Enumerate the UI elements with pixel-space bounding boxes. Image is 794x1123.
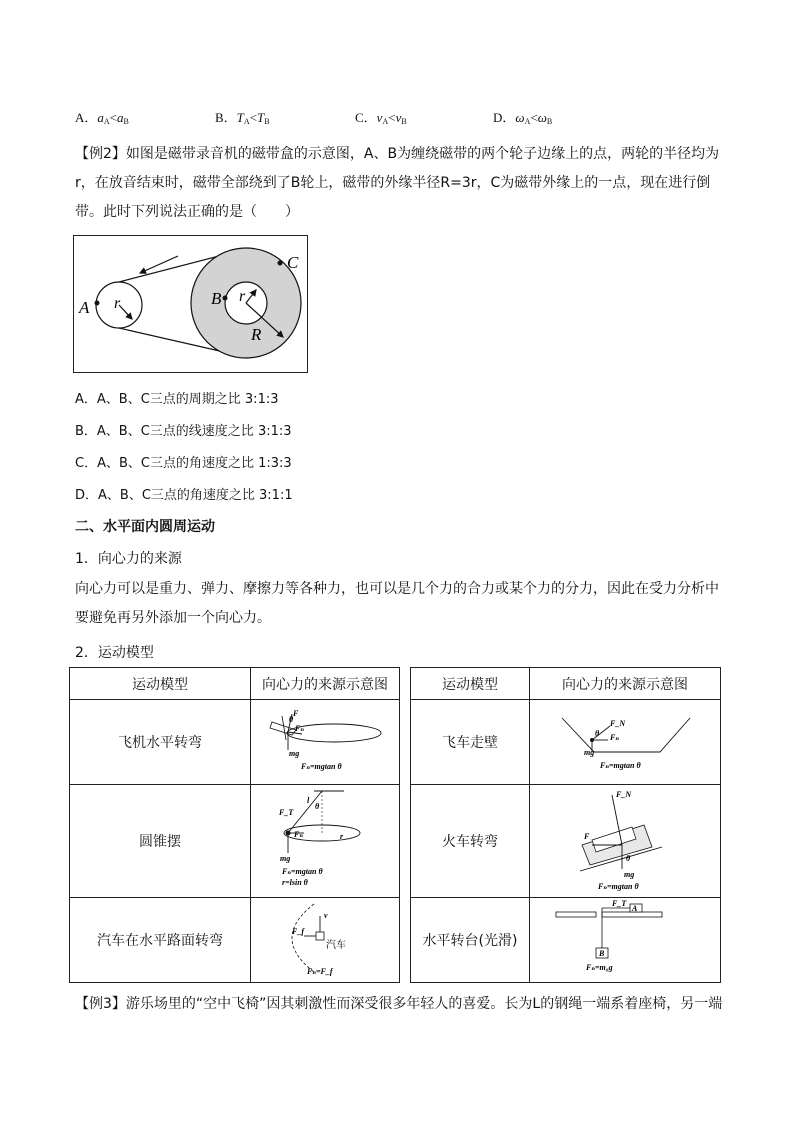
svg-text:mg: mg — [584, 748, 595, 757]
svg-text:mg: mg — [280, 854, 291, 863]
example2-line3: 带。此时下列说法正确的是（ ） — [75, 204, 299, 220]
previous-options — [75, 107, 715, 126]
model-cell: 圆锥摆 — [70, 785, 251, 898]
section-heading: 二、水平面内圆周运动 — [75, 519, 215, 535]
para-line2: 要避免再另外添加一个向心力。 — [75, 610, 271, 626]
diagram-turntable — [530, 898, 721, 983]
svg-text:F_N: F_N — [610, 719, 626, 728]
para-line1: 向心力可以是重力、弹力、摩擦力等各种力，也可以是几个力的合力或某个力的分力，因此在受力分析中 — [75, 581, 719, 597]
svg-text:A: A — [632, 904, 638, 913]
table-header: 向心力的来源示意图 — [251, 668, 400, 700]
svg-text:θ: θ — [595, 729, 600, 738]
choice-b: B．A、B、C三点的线速度之比 3:1:3 — [75, 424, 292, 439]
svg-text:Fₙ: Fₙ — [295, 724, 304, 733]
svg-text:F: F — [584, 832, 590, 841]
svg-text:F: F — [293, 709, 299, 718]
model-cell: 水平转台(光滑) — [411, 898, 530, 983]
label-big-r: R — [251, 325, 262, 344]
model-cell: 飞车走壁 — [411, 700, 530, 785]
example2-line1: 【例2】如图是磁带录音机的磁带盒的示意图，A、B为缠绕磁带的两个轮子边缘上的点，两轮的半径均为 — [75, 146, 720, 162]
label-r-left: r — [114, 295, 121, 312]
formula: Fₙ=m₀g — [586, 963, 613, 972]
diagram-train-turn — [530, 785, 721, 898]
example2-text — [75, 140, 725, 227]
option-a: A．aA<aB — [75, 110, 129, 126]
svg-text:mg: mg — [289, 749, 300, 758]
svg-text:B: B — [599, 949, 605, 958]
example3-line1: 【例3】游乐场里的“空中飞椅”因其刺激性而深受很多年轻人的喜爱。长为L的钢绳一端系着座椅，另一端 — [75, 996, 723, 1012]
formula: Fₙ=F_f — [307, 967, 333, 976]
label-r-right: r — [239, 288, 246, 305]
svg-text:θ: θ — [289, 715, 294, 724]
section2-paragraph — [75, 575, 725, 633]
formula: Fₙ=mgtan θ — [598, 882, 639, 891]
diagram-car-turn — [251, 898, 400, 983]
svg-text:θ: θ — [315, 802, 320, 811]
option-c: C．vA<vB — [355, 110, 407, 126]
example2-line2: r，在放音结束时，磁带全部绕到了B轮上，磁带的外缘半径R=3r，C为磁带外缘上的一点，现在进行倒 — [75, 175, 711, 191]
model-cell: 火车转弯 — [411, 785, 530, 898]
svg-text:F_N: F_N — [616, 790, 632, 799]
item2-title: 2．运动模型 — [75, 645, 154, 661]
table-row — [70, 700, 721, 785]
diagram-wall-riding — [530, 700, 721, 785]
table-header: 运动模型 — [70, 668, 251, 700]
choice-c: C．A、B、C三点的角速度之比 1:3:3 — [75, 456, 292, 471]
formula: Fₙ=mgtan θ — [600, 761, 641, 770]
formula: Fₙ=mgtan θ — [301, 762, 342, 771]
svg-text:F_T: F_T — [612, 899, 627, 908]
table-header: 向心力的来源示意图 — [530, 668, 721, 700]
tape-diagram — [74, 236, 306, 371]
motion-model-table — [69, 667, 721, 983]
svg-text:r: r — [340, 832, 344, 841]
label-c: C — [287, 253, 299, 272]
svg-text:Fₙ: Fₙ — [610, 733, 619, 742]
label-b: B — [211, 289, 222, 308]
table-row — [70, 898, 721, 983]
model-cell: 汽车在水平路面转弯 — [70, 898, 251, 983]
svg-text:汽车: 汽车 — [326, 940, 346, 951]
table-header-row — [70, 668, 721, 700]
svg-text:θ: θ — [626, 854, 631, 863]
svg-text:v: v — [324, 911, 328, 920]
svg-text:mg: mg — [624, 870, 635, 879]
svg-text:l: l — [307, 796, 310, 805]
diagram-conical-pendulum — [251, 785, 400, 898]
choice-d: D．A、B、C三点的角速度之比 3:1:1 — [75, 488, 293, 503]
diagram-airplane-turn — [251, 700, 400, 785]
table-row — [70, 785, 721, 898]
formula: Fₙ=mgtan θ — [282, 867, 323, 876]
tape-cassette-figure — [73, 235, 308, 373]
option-b: B．TA<TB — [215, 110, 270, 126]
svg-text:Fₙ: Fₙ — [294, 830, 303, 839]
svg-text:F_f: F_f — [292, 927, 304, 936]
option-d: D．ωA<ωB — [493, 110, 553, 126]
svg-text:F_T: F_T — [279, 808, 294, 817]
label-a: A — [79, 298, 90, 317]
choice-a: A．A、B、C三点的周期之比 3:1:3 — [75, 392, 279, 407]
item1-title: 1．向心力的来源 — [75, 551, 182, 567]
formula-2: r=lsin θ — [282, 878, 308, 887]
model-cell: 飞机水平转弯 — [70, 700, 251, 785]
table-header: 运动模型 — [411, 668, 530, 700]
